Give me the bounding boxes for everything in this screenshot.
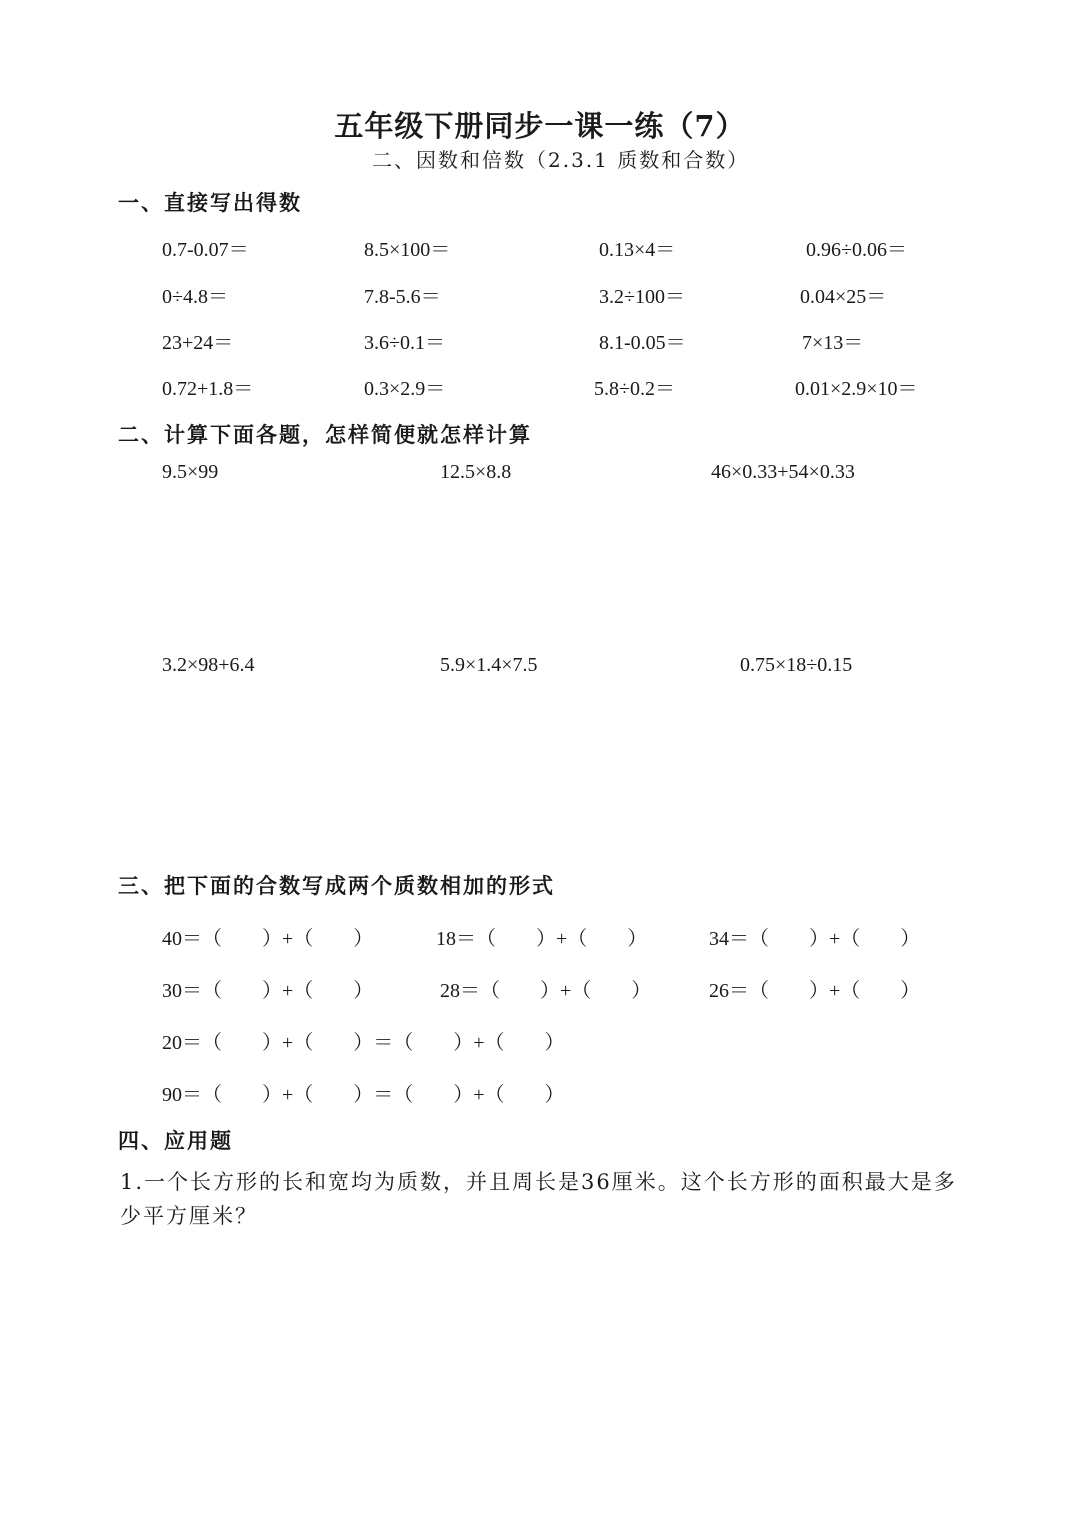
mental-calc-item: 23+24＝ [162, 332, 234, 354]
calc-problem: 3.2×98+6.4 [162, 654, 255, 676]
mental-calc-item: 0.01×2.9×10＝ [795, 378, 918, 400]
word-problem: 1.一个长方形的长和宽均为质数，并且周长是36厘米。这个长方形的面积最大是多少平方厘米？ [120, 1170, 957, 1228]
mental-calc-item: 0.13×4＝ [599, 239, 676, 261]
prime-sum-item: 18＝（ ）+（ ） [436, 928, 648, 950]
prime-sum-item: 34＝（ ）+（ ） [709, 928, 921, 950]
mental-calc-item: 8.5×100＝ [364, 239, 451, 261]
prime-sum-item: 90＝（ ）+（ ）＝（ ）+（ ） [162, 1084, 565, 1106]
prime-sum-item: 20＝（ ）+（ ）＝（ ）+（ ） [162, 1032, 565, 1054]
mental-calc-item: 3.2÷100＝ [599, 286, 685, 308]
section-3-heading: 三、把下面的合数写成两个质数相加的形式 [118, 873, 555, 898]
mental-calc-item: 5.8÷0.2＝ [594, 378, 675, 400]
section-2-heading: 二、计算下面各题，怎样简便就怎样计算 [118, 422, 532, 447]
prime-sum-item: 40＝（ ）+（ ） [162, 928, 374, 950]
calc-problem: 0.75×18÷0.15 [740, 654, 853, 676]
mental-calc-item: 0.96÷0.06＝ [806, 239, 907, 261]
prime-sum-item: 30＝（ ）+（ ） [162, 980, 374, 1002]
mental-calc-item: 0÷4.8＝ [162, 286, 228, 308]
mental-calc-item: 7×13＝ [802, 332, 864, 354]
calc-problem: 46×0.33+54×0.33 [711, 461, 855, 483]
prime-sum-item: 28＝（ ）+（ ） [440, 980, 652, 1002]
mental-calc-item: 0.72+1.8＝ [162, 378, 254, 400]
prime-sum-item: 26＝（ ）+（ ） [709, 980, 921, 1002]
mental-calc-item: 0.3×2.9＝ [364, 378, 446, 400]
worksheet-title: 五年级下册同步一课一练（7） [334, 109, 746, 143]
mental-calc-item: 0.04×25＝ [800, 286, 887, 308]
mental-calc-item: 7.8-5.6＝ [364, 286, 441, 308]
calc-problem: 9.5×99 [162, 461, 219, 483]
mental-calc-item: 3.6÷0.1＝ [364, 332, 445, 354]
mental-calc-item: 0.7-0.07＝ [162, 239, 249, 261]
mental-calc-item: 8.1-0.05＝ [599, 332, 686, 354]
worksheet-subtitle: 二、因数和倍数（2.3.1 质数和合数） [372, 148, 750, 172]
section-1-heading: 一、直接写出得数 [118, 190, 302, 215]
section-4-heading: 四、应用题 [118, 1128, 233, 1153]
calc-problem: 12.5×8.8 [440, 461, 512, 483]
calc-problem: 5.9×1.4×7.5 [440, 654, 538, 676]
